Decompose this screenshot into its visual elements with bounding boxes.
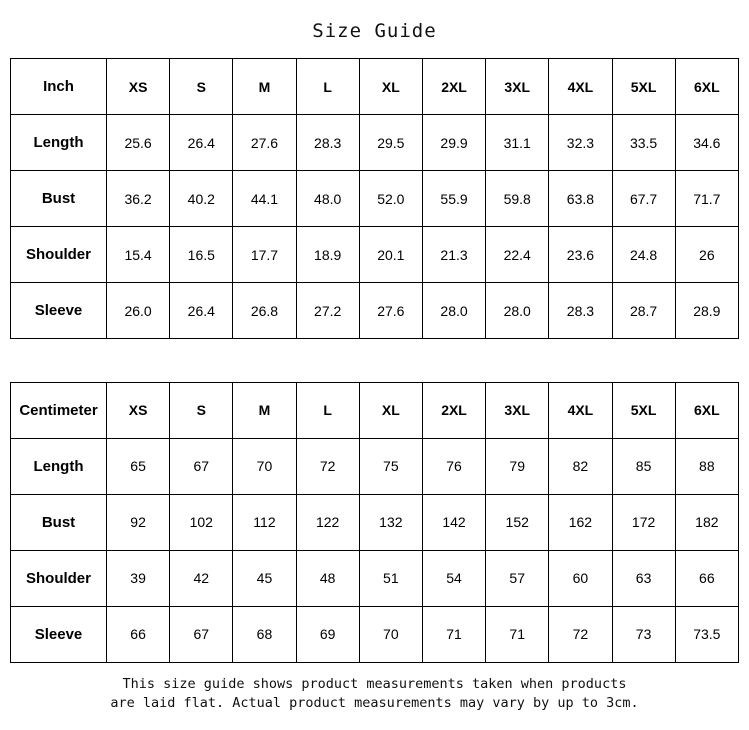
cell-value: 92 <box>107 494 170 550</box>
cell-value: 67 <box>170 606 233 662</box>
cell-value: 55.9 <box>422 171 485 227</box>
cell-value: 132 <box>359 494 422 550</box>
cell-value: 17.7 <box>233 227 296 283</box>
cell-value: 42 <box>170 550 233 606</box>
cell-value: 21.3 <box>422 227 485 283</box>
row-label-length: Length <box>11 438 107 494</box>
cell-value: 69 <box>296 606 359 662</box>
column-header-xs: XS <box>107 59 170 115</box>
cell-value: 71.7 <box>675 171 738 227</box>
cell-value: 57 <box>486 550 549 606</box>
cell-value: 51 <box>359 550 422 606</box>
footer-note <box>0 663 749 730</box>
cell-value: 142 <box>422 494 485 550</box>
cell-value: 25.6 <box>107 115 170 171</box>
cell-value: 26.8 <box>233 283 296 339</box>
cell-value: 63 <box>612 550 675 606</box>
column-header-2xl: 2XL <box>422 382 485 438</box>
cell-value: 72 <box>296 438 359 494</box>
column-header-m: M <box>233 59 296 115</box>
table-row <box>11 227 739 283</box>
cell-value: 112 <box>233 494 296 550</box>
cell-value: 48 <box>296 550 359 606</box>
cell-value: 28.0 <box>422 283 485 339</box>
column-header-l: L <box>296 59 359 115</box>
column-header-6xl: 6XL <box>675 59 738 115</box>
column-header-xs: XS <box>107 382 170 438</box>
cell-value: 27.6 <box>233 115 296 171</box>
cell-value: 28.7 <box>612 283 675 339</box>
row-label-sleeve: Sleeve <box>11 283 107 339</box>
cell-value: 27.6 <box>359 283 422 339</box>
cell-value: 182 <box>675 494 738 550</box>
page-title: Size Guide <box>312 20 437 42</box>
column-header-4xl: 4XL <box>549 382 612 438</box>
table-header-row <box>11 382 739 438</box>
cell-value: 28.3 <box>549 283 612 339</box>
cell-value: 27.2 <box>296 283 359 339</box>
column-header-s: S <box>170 382 233 438</box>
cell-value: 26.4 <box>170 283 233 339</box>
cell-value: 73.5 <box>675 606 738 662</box>
column-header-5xl: 5XL <box>612 59 675 115</box>
row-label-shoulder: Shoulder <box>11 227 107 283</box>
cell-value: 70 <box>233 438 296 494</box>
row-label-sleeve: Sleeve <box>11 606 107 662</box>
footer-line-2: are laid flat. Actual product measurements may vary by up to 3cm. <box>110 695 639 712</box>
cell-value: 39 <box>107 550 170 606</box>
cell-value: 79 <box>486 438 549 494</box>
size-table-inch <box>10 58 739 339</box>
cell-value: 66 <box>107 606 170 662</box>
cell-value: 122 <box>296 494 359 550</box>
cell-value: 31.1 <box>486 115 549 171</box>
cell-value: 18.9 <box>296 227 359 283</box>
cell-value: 76 <box>422 438 485 494</box>
cell-value: 63.8 <box>549 171 612 227</box>
cell-value: 67.7 <box>612 171 675 227</box>
footer-line-1: This size guide shows product measurements taken when products <box>122 675 627 692</box>
cell-value: 152 <box>486 494 549 550</box>
row-label-shoulder: Shoulder <box>11 550 107 606</box>
unit-header-centimeter: Centimeter <box>11 382 107 438</box>
cell-value: 44.1 <box>233 171 296 227</box>
column-header-3xl: 3XL <box>486 59 549 115</box>
column-header-xl: XL <box>359 382 422 438</box>
table-row <box>11 283 739 339</box>
cell-value: 33.5 <box>612 115 675 171</box>
cell-value: 23.6 <box>549 227 612 283</box>
row-label-length: Length <box>11 115 107 171</box>
cell-value: 73 <box>612 606 675 662</box>
cell-value: 72 <box>549 606 612 662</box>
table-row <box>11 606 739 662</box>
cell-value: 75 <box>359 438 422 494</box>
column-header-5xl: 5XL <box>612 382 675 438</box>
cell-value: 48.0 <box>296 171 359 227</box>
cell-value: 16.5 <box>170 227 233 283</box>
cell-value: 60 <box>549 550 612 606</box>
cell-value: 65 <box>107 438 170 494</box>
cell-value: 36.2 <box>107 171 170 227</box>
row-label-bust: Bust <box>11 494 107 550</box>
cell-value: 26 <box>675 227 738 283</box>
cell-value: 22.4 <box>486 227 549 283</box>
column-header-m: M <box>233 382 296 438</box>
cell-value: 28.3 <box>296 115 359 171</box>
cell-value: 29.5 <box>359 115 422 171</box>
cell-value: 28.0 <box>486 283 549 339</box>
cell-value: 172 <box>612 494 675 550</box>
cell-value: 102 <box>170 494 233 550</box>
cell-value: 54 <box>422 550 485 606</box>
cell-value: 29.9 <box>422 115 485 171</box>
cell-value: 28.9 <box>675 283 738 339</box>
column-header-2xl: 2XL <box>422 59 485 115</box>
table-row <box>11 550 739 606</box>
column-header-xl: XL <box>359 59 422 115</box>
table-row <box>11 494 739 550</box>
cell-value: 59.8 <box>486 171 549 227</box>
column-header-3xl: 3XL <box>486 382 549 438</box>
cell-value: 26.4 <box>170 115 233 171</box>
table-spacer <box>0 339 749 382</box>
unit-header-inch: Inch <box>11 59 107 115</box>
cell-value: 52.0 <box>359 171 422 227</box>
cell-value: 68 <box>233 606 296 662</box>
cell-value: 67 <box>170 438 233 494</box>
table-header-row <box>11 59 739 115</box>
column-header-4xl: 4XL <box>549 59 612 115</box>
cell-value: 15.4 <box>107 227 170 283</box>
cell-value: 71 <box>486 606 549 662</box>
table-row <box>11 171 739 227</box>
cell-value: 40.2 <box>170 171 233 227</box>
cell-value: 34.6 <box>675 115 738 171</box>
column-header-6xl: 6XL <box>675 382 738 438</box>
row-label-bust: Bust <box>11 171 107 227</box>
cell-value: 32.3 <box>549 115 612 171</box>
table-row <box>11 115 739 171</box>
cell-value: 26.0 <box>107 283 170 339</box>
cell-value: 88 <box>675 438 738 494</box>
cell-value: 85 <box>612 438 675 494</box>
column-header-s: S <box>170 59 233 115</box>
table-row <box>11 438 739 494</box>
cell-value: 66 <box>675 550 738 606</box>
cell-value: 162 <box>549 494 612 550</box>
cell-value: 20.1 <box>359 227 422 283</box>
size-table-centimeter <box>10 382 739 663</box>
cell-value: 45 <box>233 550 296 606</box>
cell-value: 24.8 <box>612 227 675 283</box>
column-header-l: L <box>296 382 359 438</box>
cell-value: 82 <box>549 438 612 494</box>
cell-value: 71 <box>422 606 485 662</box>
cell-value: 70 <box>359 606 422 662</box>
